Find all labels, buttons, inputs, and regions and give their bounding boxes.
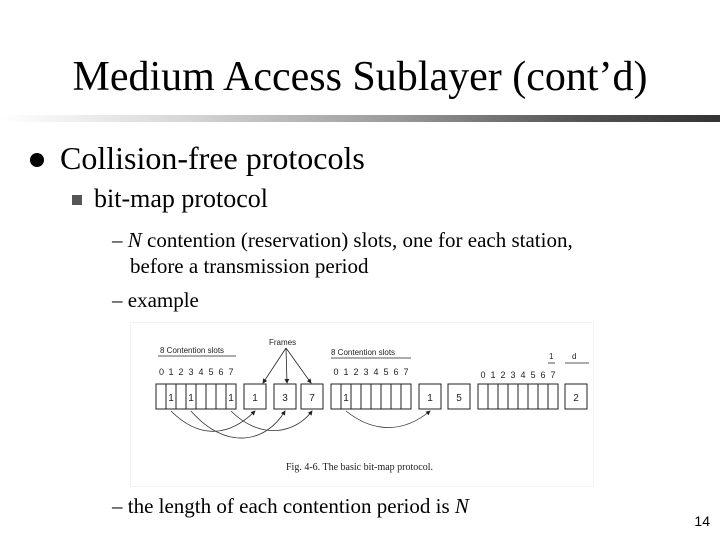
sub-bullet-text: contention (reservation) slots, one for each station,	[141, 228, 573, 252]
italic-n: N	[127, 228, 142, 252]
bitmap-diagram	[131, 323, 593, 486]
label-contention-2: 8 Contention slots	[331, 348, 396, 357]
bullet-square-icon	[72, 195, 82, 205]
sub-bullet-n-slots-line2: before a transmission period	[130, 254, 369, 278]
title-divider	[0, 115, 720, 122]
bullet-dot-icon	[30, 153, 44, 167]
svg-text:0: 0	[480, 370, 486, 380]
svg-text:4: 4	[198, 367, 204, 377]
frame-g1-7: 7	[309, 393, 315, 404]
svg-text:6: 6	[218, 367, 224, 377]
bullet-text: Collision-free protocols	[60, 140, 365, 176]
svg-text:2: 2	[500, 370, 506, 380]
bit-g2-1: 1	[343, 393, 349, 404]
figure-caption: Fig. 4-6. The basic bit-map protocol.	[286, 462, 434, 473]
sub-bullet-text: – the length of each contention period is	[112, 494, 455, 518]
frame-g1-1: 1	[252, 393, 258, 404]
svg-text:3: 3	[188, 367, 194, 377]
svg-text:4: 4	[373, 367, 379, 377]
svg-text:6: 6	[540, 370, 546, 380]
sub-bullet-n-slots	[112, 227, 573, 253]
frame-g3-2: 2	[573, 393, 579, 404]
svg-text:3: 3	[363, 367, 369, 377]
svg-text:7: 7	[550, 370, 556, 380]
svg-text:7: 7	[228, 367, 234, 377]
label-d: d	[572, 352, 577, 361]
bit-g1-7: 1	[228, 393, 234, 404]
frame-g2-5: 5	[456, 393, 462, 404]
svg-text:5: 5	[208, 367, 214, 377]
sub-bullet-example: – example	[112, 288, 199, 312]
bullet-bitmap	[72, 184, 268, 214]
bit-g1-3: 1	[188, 393, 194, 404]
bit-g1-1: 1	[168, 393, 174, 404]
svg-text:1: 1	[168, 367, 174, 377]
svg-text:6: 6	[393, 367, 399, 377]
bitmap-protocol-figure	[131, 323, 593, 486]
slide-number: 14	[694, 513, 710, 529]
svg-text:7: 7	[403, 367, 409, 377]
svg-text:1: 1	[490, 370, 496, 380]
svg-text:4: 4	[520, 370, 526, 380]
label-contention-1: 8 Contention slots	[160, 346, 225, 355]
dash: –	[112, 228, 128, 252]
label-1: 1	[549, 352, 554, 361]
svg-text:2: 2	[353, 367, 359, 377]
svg-text:5: 5	[383, 367, 389, 377]
svg-text:3: 3	[510, 370, 516, 380]
svg-text:1: 1	[343, 367, 349, 377]
bullet-collision-free	[30, 140, 365, 176]
slide-title: Medium Access Sublayer (cont’d)	[72, 54, 648, 100]
italic-n: N	[454, 494, 469, 518]
svg-text:0: 0	[158, 367, 165, 377]
frame-g1-3: 3	[282, 393, 288, 404]
svg-text:2: 2	[178, 367, 184, 377]
frame-g2-1: 1	[427, 393, 433, 404]
bullet-text: bit-map protocol	[94, 184, 269, 213]
sub-bullet-length	[112, 493, 469, 519]
svg-text:0: 0	[333, 367, 339, 377]
label-frames: Frames	[269, 338, 297, 347]
svg-text:5: 5	[530, 370, 536, 380]
